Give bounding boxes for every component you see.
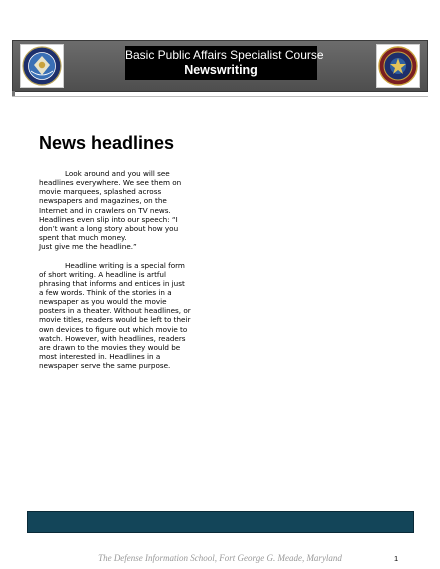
paragraph: Look around and you will see headlines everywhere. We see them on movie marquees, splashed across newspapers and magazines, on the Internet and in crawlers on TV news. Headlines even slip into our speech: “I don’t want a long story about how you spent that much money. Just give me the headline.” xyxy=(39,169,182,252)
article-body xyxy=(39,169,199,380)
dod-seal-icon xyxy=(20,44,64,88)
header-title-box xyxy=(125,46,324,80)
course-header-banner xyxy=(12,40,428,92)
paragraph: Headline writing is a special form of short writing. A headline is artful phrasing that informs and entices in just a few words. Think of the stories in a newspaper as you would the movie posters in a theater. Without headlines, or movie titles, readers would be left to their own devices to figure out which movie to watch. However, with headlines, readers are drawn to the movies they would be most interested in. Headlines in a newspaper serve the same purpose. xyxy=(39,260,191,371)
footer-institution: The Defense Information School, Fort George G. Meade, Maryland xyxy=(98,553,342,563)
header-divider xyxy=(12,96,428,97)
course-title: Basic Public Affairs Specialist Course xyxy=(125,48,324,62)
dinfos-seal-icon xyxy=(376,44,420,88)
page-title: News headlines xyxy=(39,133,175,153)
footer-banner xyxy=(27,511,414,533)
module-title: Newswriting xyxy=(184,63,258,77)
page-number: 1 xyxy=(394,554,399,563)
